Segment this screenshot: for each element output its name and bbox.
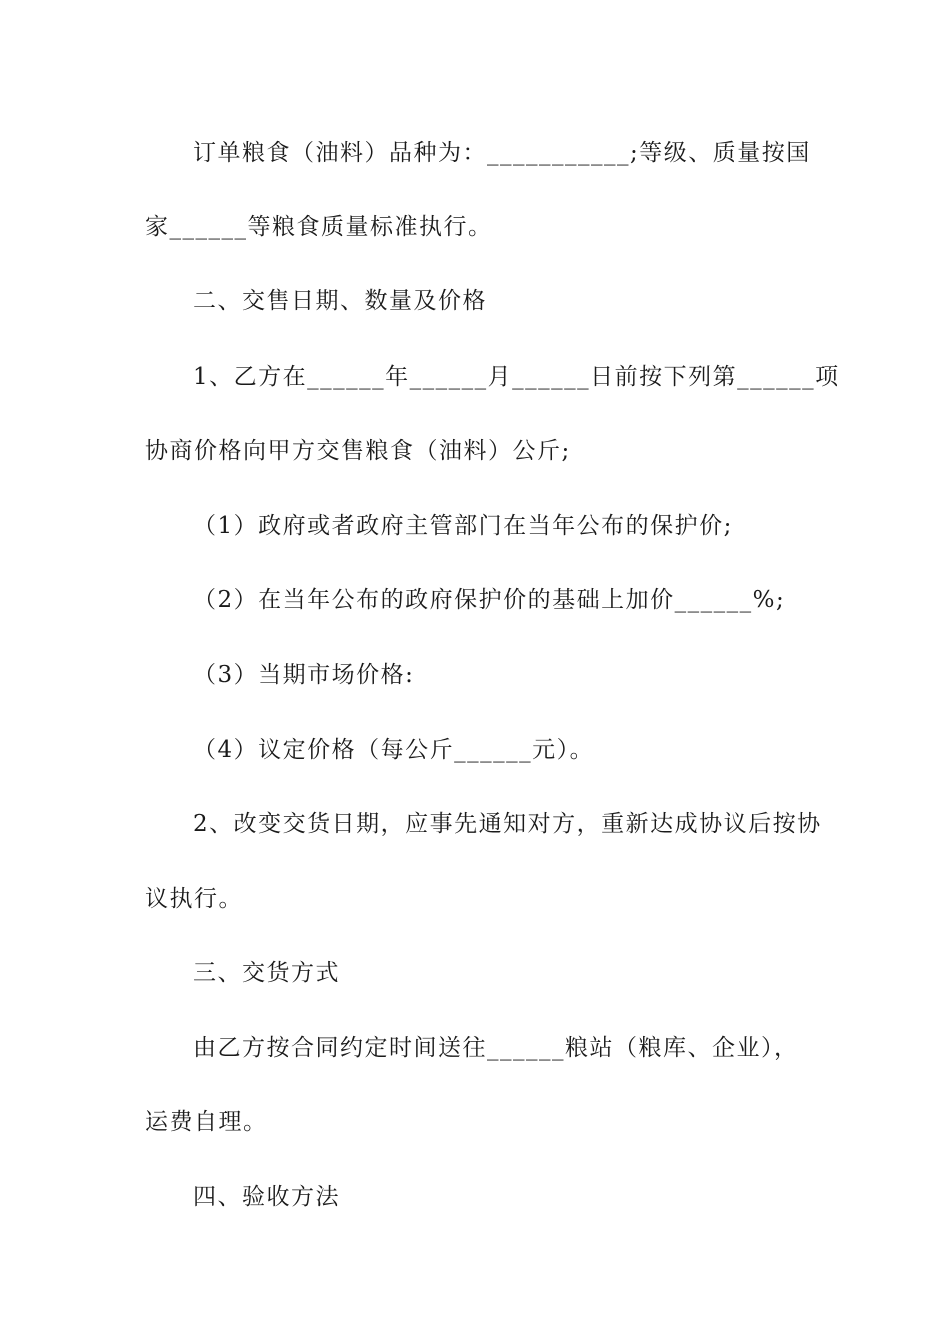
clause-2-line-2: 议执行。: [145, 886, 243, 912]
delivery-line-2: 运费自理。: [145, 1109, 268, 1135]
clause-2-line-1: 2、改变交货日期，应事先通知对方，重新达成协议后按协: [193, 811, 822, 837]
section-heading-4: 四、验收方法: [193, 1184, 340, 1210]
price-option-4: （4）议定价格（每公斤______元）。: [193, 737, 595, 763]
clause-1-line-1: 1、乙方在______年______月______日前按下列第______项: [193, 364, 840, 390]
section-heading-3: 三、交货方式: [193, 960, 340, 986]
price-option-3: （3）当期市场价格:: [193, 662, 415, 688]
section-heading-2: 二、交售日期、数量及价格: [193, 288, 487, 314]
price-option-1: （1）政府或者政府主管部门在当年公布的保护价;: [193, 513, 733, 539]
paragraph-variety-line-2: 家______等粮食质量标准执行。: [145, 214, 493, 240]
clause-1-line-2: 协商价格向甲方交售粮食（油料）公斤;: [145, 438, 571, 464]
delivery-line-1: 由乙方按合同约定时间送往______粮站（粮库、企业），: [193, 1035, 799, 1061]
paragraph-variety-line-1: 订单粮食（油料）品种为：___________;等级、质量按国: [193, 140, 811, 166]
price-option-2: （2）在当年公布的政府保护价的基础上加价______%;: [193, 587, 786, 613]
